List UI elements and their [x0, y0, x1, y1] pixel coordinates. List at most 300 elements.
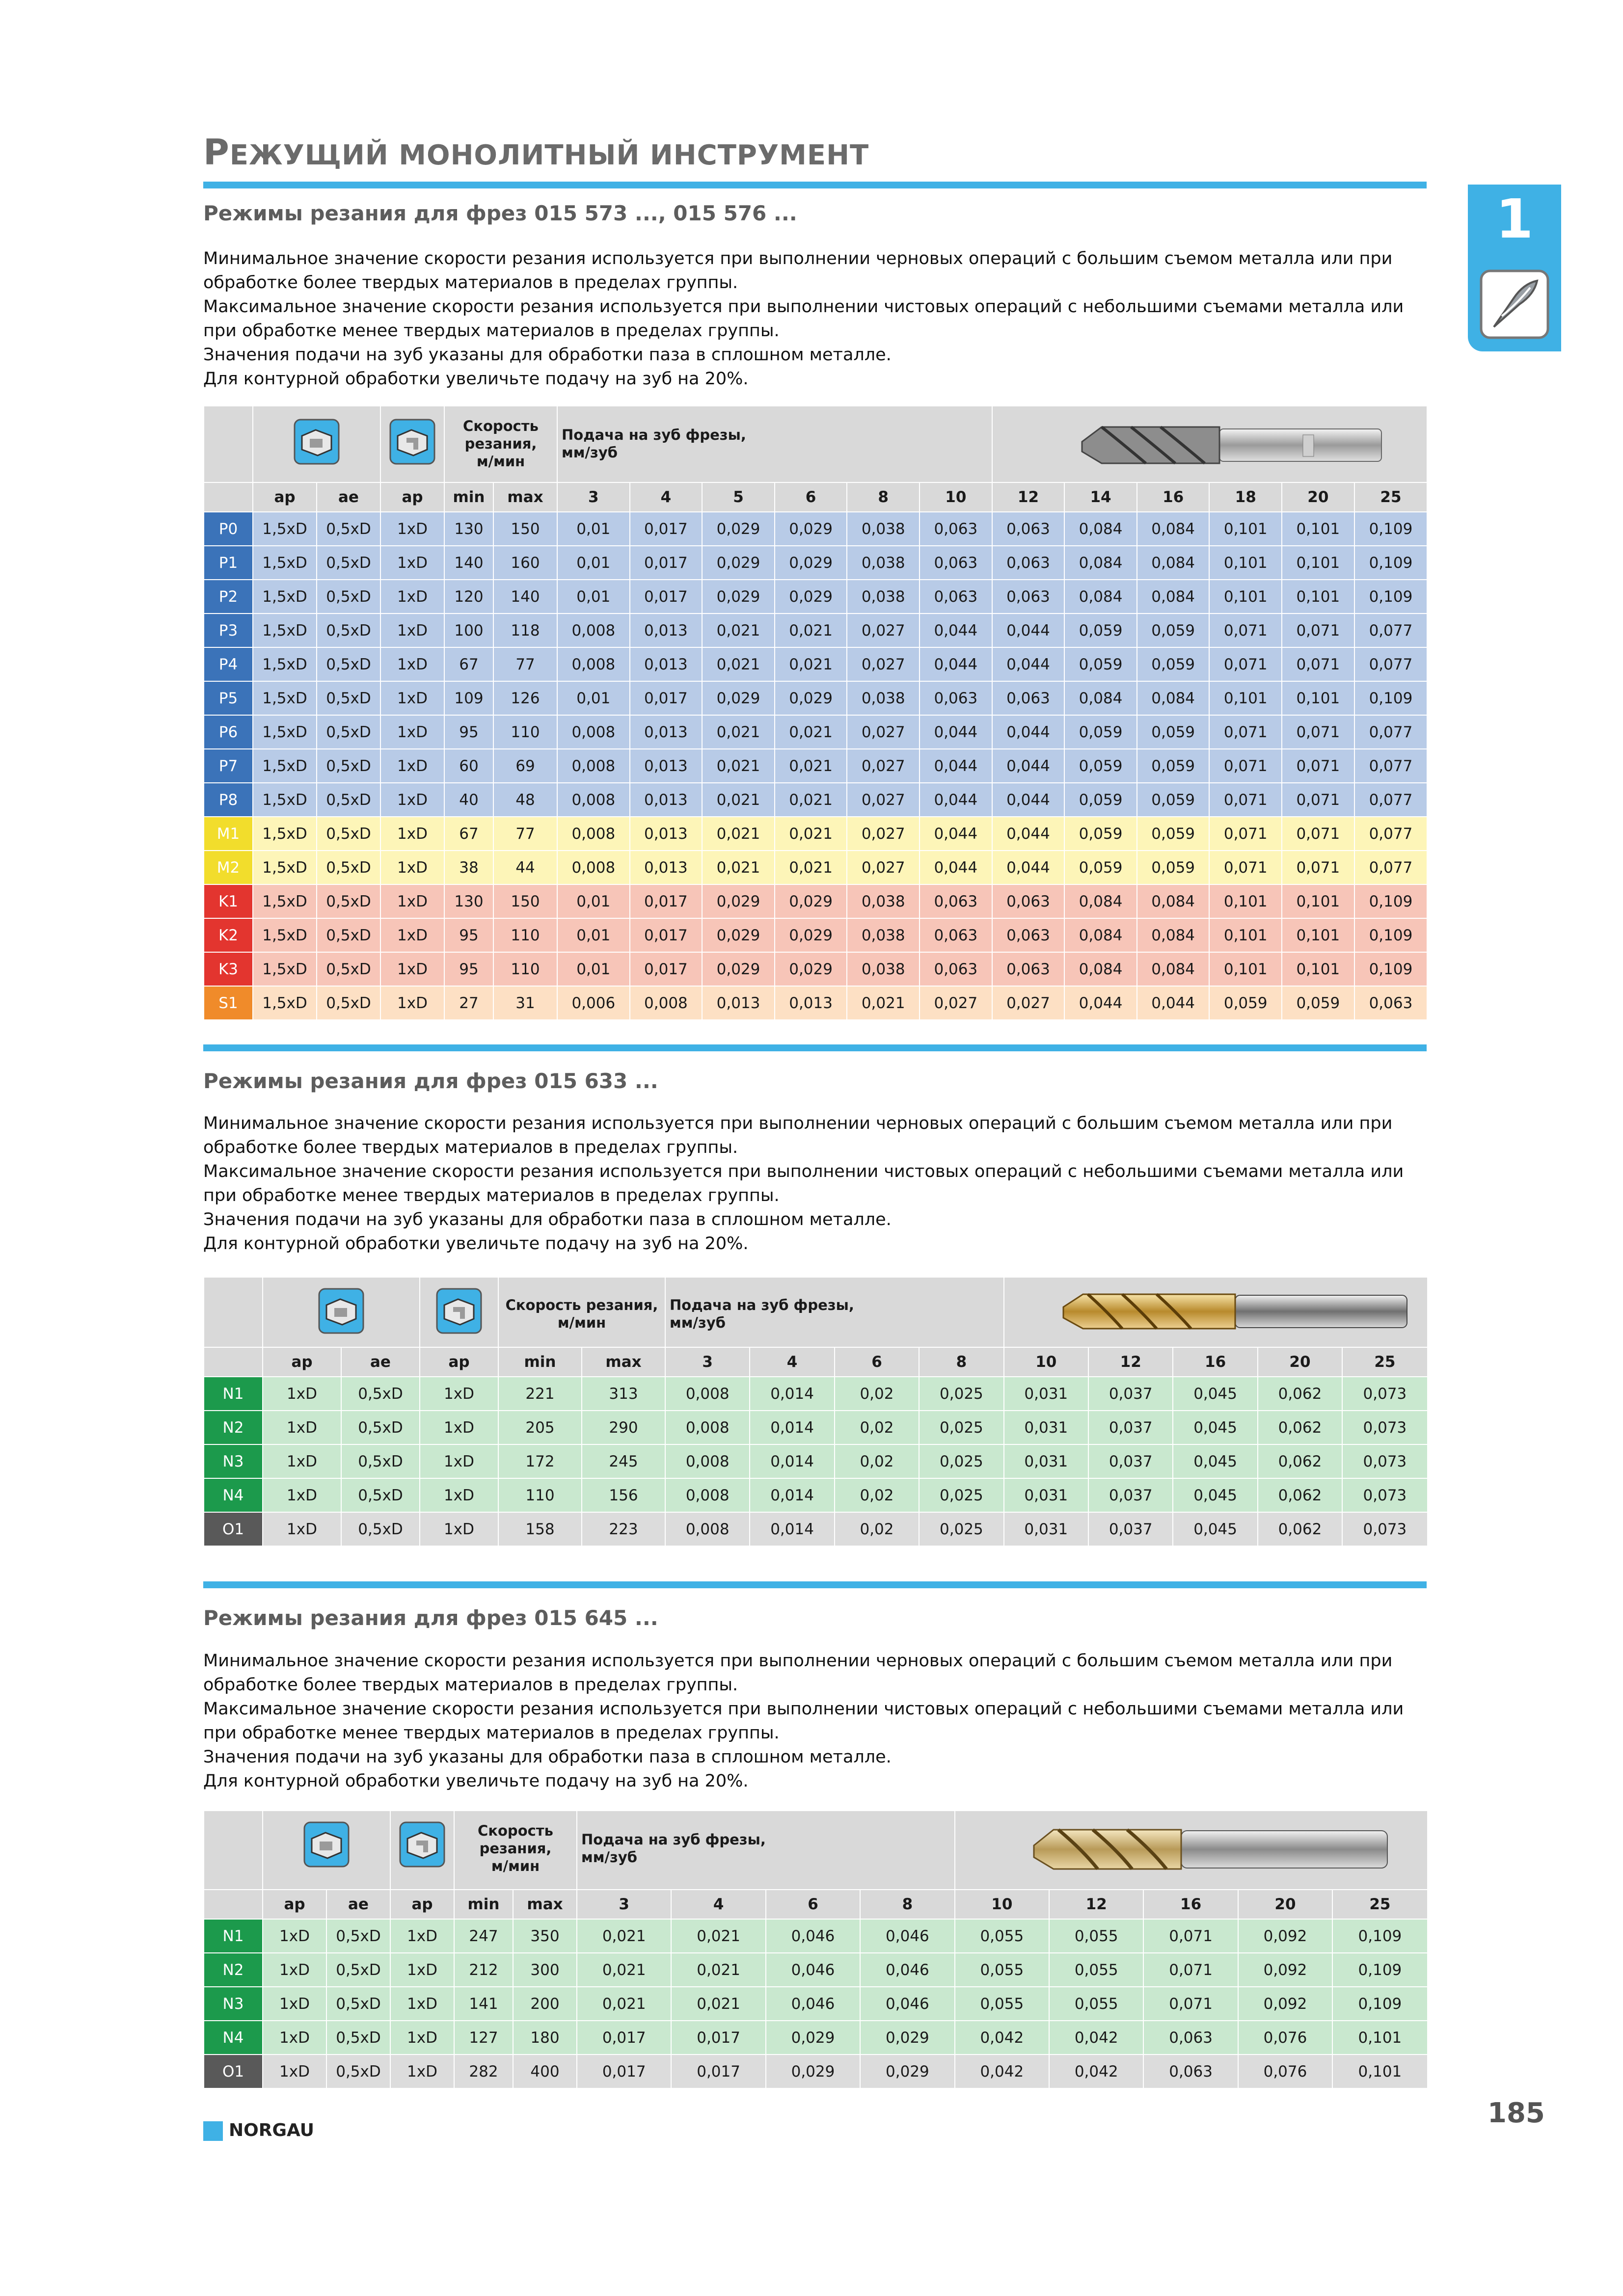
table-cell: 0,008 — [665, 1411, 750, 1444]
table-cell: 0,01 — [557, 884, 630, 918]
table-cell: 0,017 — [671, 2055, 765, 2088]
table-cell: 0,5xD — [326, 1987, 390, 2021]
table-cell: 1xD — [263, 2021, 326, 2055]
table-cell: 0,029 — [766, 2055, 860, 2088]
table-cell: 0,029 — [702, 580, 775, 614]
table-cell: 0,031 — [1004, 1377, 1088, 1411]
table-cell: 0,5xD — [317, 851, 380, 884]
table-cell: 0,027 — [847, 647, 920, 681]
material-code: P5 — [204, 681, 253, 715]
table-cell: 0,021 — [702, 783, 775, 817]
table-cell: 0,109 — [1332, 1953, 1427, 1987]
table-cell: 0,084 — [1137, 952, 1210, 986]
drill-icon — [1479, 269, 1550, 342]
table-cell: 0,025 — [919, 1411, 1003, 1444]
table-cell: 1,5xD — [253, 884, 317, 918]
table-cell: 0,021 — [671, 1919, 765, 1953]
column-header: 6 — [775, 482, 847, 512]
ap-ae-pictogram — [253, 406, 380, 482]
page-title: РЕЖУЩИЙ МОНОЛИТНЫЙ ИНСТРУМЕНТ — [203, 132, 869, 173]
table-cell: 0,077 — [1354, 614, 1427, 647]
table-cell: 0,101 — [1282, 546, 1354, 580]
table-cell: 0,059 — [1064, 783, 1137, 817]
table-cell: 0,008 — [557, 817, 630, 851]
table-cell: 77 — [493, 817, 557, 851]
table-cell: 60 — [444, 749, 493, 783]
table-cell: 0,5xD — [317, 783, 380, 817]
table-cell: 0,044 — [992, 647, 1065, 681]
table-row — [204, 749, 1427, 783]
table-cell: 1,5xD — [253, 749, 317, 783]
table-row — [204, 1953, 1427, 1987]
material-code: P8 — [204, 783, 253, 817]
page-number: 185 — [1488, 2097, 1545, 2129]
brand-logo: NORGAU — [229, 2120, 314, 2140]
material-code: P2 — [204, 580, 253, 614]
table-cell: 0,044 — [920, 647, 992, 681]
table-cell: 0,109 — [1354, 580, 1427, 614]
table-row — [204, 546, 1427, 580]
table-cell: 158 — [498, 1512, 582, 1546]
table-cell: 1xD — [380, 614, 444, 647]
table-cell: 0,014 — [750, 1512, 834, 1546]
table-cell: 1,5xD — [253, 580, 317, 614]
material-code: N4 — [204, 2021, 263, 2055]
table-cell: 0,063 — [920, 546, 992, 580]
column-header: 10 — [920, 482, 992, 512]
table-cell: 0,101 — [1209, 546, 1282, 580]
section-title: Режимы резания для фрез 015 633 ... — [203, 1069, 658, 1093]
table-cell: 0,071 — [1282, 817, 1354, 851]
table-cell: 0,042 — [1049, 2055, 1143, 2088]
table-cell: 0,101 — [1209, 952, 1282, 986]
feed-label: Подача на зуб фрезы, мм/зуб — [665, 1278, 1004, 1347]
table-row — [204, 1478, 1427, 1512]
table-cell: 0,084 — [1137, 512, 1210, 546]
table-cell: 0,029 — [860, 2021, 954, 2055]
column-header: 16 — [1137, 482, 1210, 512]
table-cell: 0,063 — [1143, 2021, 1238, 2055]
table-cell: 1xD — [420, 1512, 498, 1546]
table-cell: 0,029 — [702, 952, 775, 986]
table-cell: 0,076 — [1238, 2055, 1332, 2088]
table-cell: 0,059 — [1064, 715, 1137, 749]
table-cell: 0,063 — [920, 918, 992, 952]
table-cell: 0,029 — [702, 884, 775, 918]
table-cell: 0,073 — [1342, 1444, 1427, 1478]
table-cell: 0,5xD — [326, 1919, 390, 1953]
table-cell: 0,044 — [920, 715, 992, 749]
table-cell: 0,02 — [835, 1377, 919, 1411]
table-cell: 0,02 — [835, 1411, 919, 1444]
material-code: M1 — [204, 817, 253, 851]
table-cell: 0,021 — [577, 1987, 671, 2021]
table-cell: 0,044 — [920, 851, 992, 884]
table-cell: 0,044 — [992, 614, 1065, 647]
table-cell: 0,059 — [1137, 614, 1210, 647]
table-cell: 0,008 — [665, 1377, 750, 1411]
column-header: 25 — [1332, 1890, 1427, 1919]
table-cell: 0,045 — [1173, 1411, 1257, 1444]
ap-ae-pictogram — [263, 1278, 420, 1347]
table-cell: 0,059 — [1282, 986, 1354, 1019]
table-row — [204, 681, 1427, 715]
table-cell: 1xD — [263, 1953, 326, 1987]
table-cell: 0,027 — [847, 851, 920, 884]
table-cell: 44 — [493, 851, 557, 884]
material-code: N2 — [204, 1953, 263, 1987]
table-cell: 1xD — [380, 546, 444, 580]
column-header: 25 — [1354, 482, 1427, 512]
table-cell: 0,046 — [766, 1919, 860, 1953]
table-cell: 1xD — [420, 1478, 498, 1512]
table-cell: 0,044 — [992, 715, 1065, 749]
column-header: 5 — [702, 482, 775, 512]
column-header: ap — [390, 1890, 454, 1919]
table-cell: 0,008 — [665, 1512, 750, 1546]
column-header: min — [444, 482, 493, 512]
table-cell: 313 — [582, 1377, 665, 1411]
table-cell: 0,008 — [665, 1444, 750, 1478]
table-cell: 0,013 — [630, 783, 703, 817]
table-cell: 0,063 — [1354, 986, 1427, 1019]
table-row — [204, 647, 1427, 681]
table-cell: 0,084 — [1137, 918, 1210, 952]
column-header: 4 — [630, 482, 703, 512]
table-cell: 0,021 — [702, 817, 775, 851]
header-corner — [204, 1811, 263, 1890]
table-cell: 0,5xD — [326, 2021, 390, 2055]
table-cell: 1xD — [380, 851, 444, 884]
table-cell: 0,006 — [557, 986, 630, 1019]
material-code: N4 — [204, 1478, 263, 1512]
table-cell: 0,013 — [630, 851, 703, 884]
table-cell: 1,5xD — [253, 614, 317, 647]
speed-label: Скорость резания, м/мин — [454, 1811, 577, 1890]
table-cell: 0,063 — [992, 512, 1065, 546]
table-cell: 1,5xD — [253, 681, 317, 715]
table-cell: 0,014 — [750, 1411, 834, 1444]
table-cell: 0,5xD — [317, 986, 380, 1019]
table-cell: 0,101 — [1209, 512, 1282, 546]
table-cell: 0,5xD — [317, 580, 380, 614]
column-header: 25 — [1342, 1347, 1427, 1377]
column-header: 3 — [557, 482, 630, 512]
table-cell: 0,017 — [630, 546, 703, 580]
column-header: ap — [253, 482, 317, 512]
material-code: N2 — [204, 1411, 263, 1444]
table-cell: 0,071 — [1282, 715, 1354, 749]
table-cell: 38 — [444, 851, 493, 884]
table-cell: 1xD — [263, 1919, 326, 1953]
table-cell: 0,084 — [1064, 952, 1137, 986]
table-cell: 0,071 — [1209, 647, 1282, 681]
table-cell: 141 — [454, 1987, 513, 2021]
table-cell: 0,02 — [835, 1478, 919, 1512]
table-cell: 0,101 — [1209, 918, 1282, 952]
table-cell: 0,073 — [1342, 1377, 1427, 1411]
table-cell: 0,077 — [1354, 647, 1427, 681]
column-header: 18 — [1209, 482, 1282, 512]
table-cell: 0,038 — [847, 512, 920, 546]
table-cell: 1xD — [263, 1478, 341, 1512]
table-cell: 0,059 — [1064, 749, 1137, 783]
table-cell: 0,013 — [630, 715, 703, 749]
table-cell: 0,062 — [1258, 1377, 1342, 1411]
column-header: 20 — [1258, 1347, 1342, 1377]
material-code: K1 — [204, 884, 253, 918]
table-cell: 0,071 — [1209, 715, 1282, 749]
table-cell: 127 — [454, 2021, 513, 2055]
table-cell: 0,02 — [835, 1444, 919, 1478]
table-cell: 0,01 — [557, 952, 630, 986]
table-cell: 1xD — [263, 2055, 326, 2088]
table-cell: 1xD — [380, 783, 444, 817]
table-cell: 0,045 — [1173, 1478, 1257, 1512]
table-cell: 0,027 — [847, 783, 920, 817]
table-cell: 300 — [513, 1953, 577, 1987]
table-cell: 140 — [493, 580, 557, 614]
table-cell: 110 — [498, 1478, 582, 1512]
material-code: S1 — [204, 986, 253, 1019]
table-cell: 140 — [444, 546, 493, 580]
table-cell: 0,109 — [1332, 1987, 1427, 2021]
column-header: 16 — [1173, 1347, 1257, 1377]
table-cell: 67 — [444, 817, 493, 851]
table-cell: 0,021 — [702, 614, 775, 647]
table-cell: 0,077 — [1354, 851, 1427, 884]
table-cell: 0,008 — [557, 749, 630, 783]
table-row — [204, 986, 1427, 1019]
table-cell: 0,059 — [1137, 647, 1210, 681]
table-cell: 0,101 — [1209, 580, 1282, 614]
table-cell: 0,084 — [1064, 546, 1137, 580]
table-cell: 0,017 — [577, 2055, 671, 2088]
table-cell: 0,109 — [1332, 1919, 1427, 1953]
table-cell: 0,5xD — [341, 1512, 420, 1546]
table-cell: 1xD — [263, 1512, 341, 1546]
table-cell: 160 — [493, 546, 557, 580]
table-cell: 205 — [498, 1411, 582, 1444]
table-cell: 0,027 — [847, 715, 920, 749]
table-cell: 0,062 — [1258, 1512, 1342, 1546]
table-cell: 245 — [582, 1444, 665, 1478]
table-cell: 0,021 — [577, 1919, 671, 1953]
column-header: max — [582, 1347, 665, 1377]
table-cell: 0,071 — [1209, 749, 1282, 783]
table-cell: 0,037 — [1088, 1478, 1173, 1512]
table-cell: 223 — [582, 1512, 665, 1546]
table-cell: 0,013 — [630, 647, 703, 681]
table-cell: 0,029 — [702, 546, 775, 580]
table-row — [204, 2055, 1427, 2088]
table-cell: 0,063 — [1143, 2055, 1238, 2088]
table-cell: 0,044 — [1064, 986, 1137, 1019]
table-cell: 1xD — [263, 1444, 341, 1478]
table-cell: 0,037 — [1088, 1411, 1173, 1444]
column-header: 3 — [665, 1347, 750, 1377]
table-cell: 0,046 — [860, 1987, 954, 2021]
table-cell: 0,063 — [920, 681, 992, 715]
table-cell: 0,021 — [671, 1987, 765, 2021]
column-header: ap — [420, 1347, 498, 1377]
material-code: P6 — [204, 715, 253, 749]
table-cell: 1xD — [380, 817, 444, 851]
table-cell: 0,044 — [992, 749, 1065, 783]
table-cell: 0,021 — [775, 783, 847, 817]
material-code: N1 — [204, 1377, 263, 1411]
table-cell: 0,055 — [1049, 1987, 1143, 2021]
material-code: K2 — [204, 918, 253, 952]
table-cell: 0,031 — [1004, 1411, 1088, 1444]
table-cell: 0,109 — [1354, 512, 1427, 546]
table-cell: 0,008 — [557, 715, 630, 749]
table-cell: 0,063 — [992, 884, 1065, 918]
table-cell: 40 — [444, 783, 493, 817]
table-cell: 27 — [444, 986, 493, 1019]
table-cell: 0,071 — [1282, 851, 1354, 884]
table-cell: 0,101 — [1209, 884, 1282, 918]
table-cell: 0,027 — [847, 749, 920, 783]
table-cell: 0,017 — [630, 512, 703, 546]
table-cell: 0,071 — [1143, 1953, 1238, 1987]
table-row — [204, 1919, 1427, 1953]
table-cell: 1xD — [390, 1987, 454, 2021]
table-cell: 0,059 — [1137, 817, 1210, 851]
ap-ae-pictogram — [263, 1811, 390, 1890]
table-cell: 0,029 — [775, 546, 847, 580]
table-cell: 0,008 — [557, 851, 630, 884]
table-cell: 0,5xD — [317, 715, 380, 749]
table-cell: 0,5xD — [341, 1411, 420, 1444]
table-cell: 0,042 — [955, 2021, 1049, 2055]
slot-ap-ae-icon — [293, 418, 340, 465]
section-title: Режимы резания для фрез 015 573 ..., 015 576 ... — [203, 201, 797, 225]
table-cell: 172 — [498, 1444, 582, 1478]
table-cell: 0,5xD — [341, 1377, 420, 1411]
table-row — [204, 783, 1427, 817]
material-code: O1 — [204, 1512, 263, 1546]
table-cell: 0,077 — [1354, 817, 1427, 851]
table-cell: 0,01 — [557, 512, 630, 546]
table-cell: 77 — [493, 647, 557, 681]
table-cell: 0,101 — [1282, 918, 1354, 952]
table-cell: 0,008 — [557, 783, 630, 817]
table-cell: 0,045 — [1173, 1377, 1257, 1411]
table-cell: 0,062 — [1258, 1478, 1342, 1512]
column-header: ap — [263, 1347, 341, 1377]
table-cell: 0,025 — [919, 1444, 1003, 1478]
table-cell: 0,055 — [1049, 1919, 1143, 1953]
table-cell: 1,5xD — [253, 647, 317, 681]
table-cell: 0,014 — [750, 1444, 834, 1478]
table-cell: 31 — [493, 986, 557, 1019]
table-cell: 0,084 — [1064, 681, 1137, 715]
table-cell: 0,027 — [992, 986, 1065, 1019]
speed-label: Скорость резания, м/мин — [498, 1278, 665, 1347]
table-cell: 0,5xD — [317, 918, 380, 952]
slot-ap-icon — [435, 1287, 483, 1335]
material-code: P4 — [204, 647, 253, 681]
table-cell: 0,084 — [1064, 512, 1137, 546]
cutting-table-2 — [203, 1278, 1427, 1546]
table-cell: 1,5xD — [253, 715, 317, 749]
table-row — [204, 952, 1427, 986]
table-cell: 212 — [454, 1953, 513, 1987]
table-cell: 1xD — [420, 1444, 498, 1478]
table-cell: 0,038 — [847, 884, 920, 918]
table-cell: 0,014 — [750, 1377, 834, 1411]
table-cell: 0,046 — [766, 1987, 860, 2021]
table-cell: 0,045 — [1173, 1444, 1257, 1478]
table-cell: 0,013 — [702, 986, 775, 1019]
table-cell: 0,084 — [1064, 580, 1137, 614]
table-cell: 0,084 — [1064, 884, 1137, 918]
table-cell: 0,029 — [766, 2021, 860, 2055]
table-cell: 0,109 — [1354, 681, 1427, 715]
section-description: Минимальное значение скорости резания используется при выполнении черновых операций с большим съемом металла или при обработке более твердых материалов в пределах группы. Максимальное значение скорости резания используется при выполнении чистовых операций с небольшими съемами металла или при обработке менее твердых материалов в пределах группы. Значения подачи на зуб указаны для обработки паза в сплошном металле. Для контурной обработки увеличьте подачу на зуб на 20%. — [203, 1114, 1404, 1254]
column-header: min — [454, 1890, 513, 1919]
feed-label: Подача на зуб фрезы, мм/зуб — [577, 1811, 955, 1890]
material-code: M2 — [204, 851, 253, 884]
table-cell: 0,021 — [775, 715, 847, 749]
table-cell: 0,5xD — [317, 681, 380, 715]
table-cell: 1,5xD — [253, 546, 317, 580]
column-header: ae — [317, 482, 380, 512]
table-cell: 0,013 — [630, 817, 703, 851]
table-cell: 0,037 — [1088, 1512, 1173, 1546]
table-cell: 0,101 — [1282, 512, 1354, 546]
table-cell: 0,038 — [847, 580, 920, 614]
table-cell: 156 — [582, 1478, 665, 1512]
section-rule — [203, 1581, 1427, 1588]
table-cell: 0,029 — [775, 681, 847, 715]
table-cell: 0,5xD — [317, 952, 380, 986]
table-cell: 0,063 — [992, 580, 1065, 614]
table-cell: 0,109 — [1354, 918, 1427, 952]
table-cell: 0,008 — [665, 1478, 750, 1512]
slot-ap-icon — [399, 1821, 446, 1868]
table-cell: 0,01 — [557, 546, 630, 580]
table-cell: 0,071 — [1209, 851, 1282, 884]
table-cell: 0,029 — [702, 918, 775, 952]
table-cell: 0,017 — [671, 2021, 765, 2055]
slot-ap-ae-icon — [303, 1821, 350, 1868]
table-row — [204, 1377, 1427, 1411]
table-cell: 0,01 — [557, 918, 630, 952]
table-cell: 0,077 — [1354, 715, 1427, 749]
table-cell: 0,017 — [630, 952, 703, 986]
table-cell: 0,01 — [557, 580, 630, 614]
table-cell: 0,029 — [860, 2055, 954, 2088]
table-cell: 0,044 — [992, 783, 1065, 817]
table-cell: 0,044 — [920, 783, 992, 817]
table-cell: 0,071 — [1282, 783, 1354, 817]
table-cell: 0,062 — [1258, 1411, 1342, 1444]
table-cell: 0,063 — [920, 952, 992, 986]
table-cell: 0,071 — [1209, 614, 1282, 647]
cutting-table-3 — [203, 1811, 1427, 2088]
table-row — [204, 918, 1427, 952]
table-cell: 1,5xD — [253, 817, 317, 851]
table-cell: 0,025 — [919, 1512, 1003, 1546]
table-cell: 0,059 — [1064, 647, 1137, 681]
column-header: 4 — [671, 1890, 765, 1919]
table-cell: 0,5xD — [317, 647, 380, 681]
material-code: N1 — [204, 1919, 263, 1953]
end-mill-coated-icon — [1004, 1278, 1427, 1347]
table-cell: 0,046 — [860, 1919, 954, 1953]
